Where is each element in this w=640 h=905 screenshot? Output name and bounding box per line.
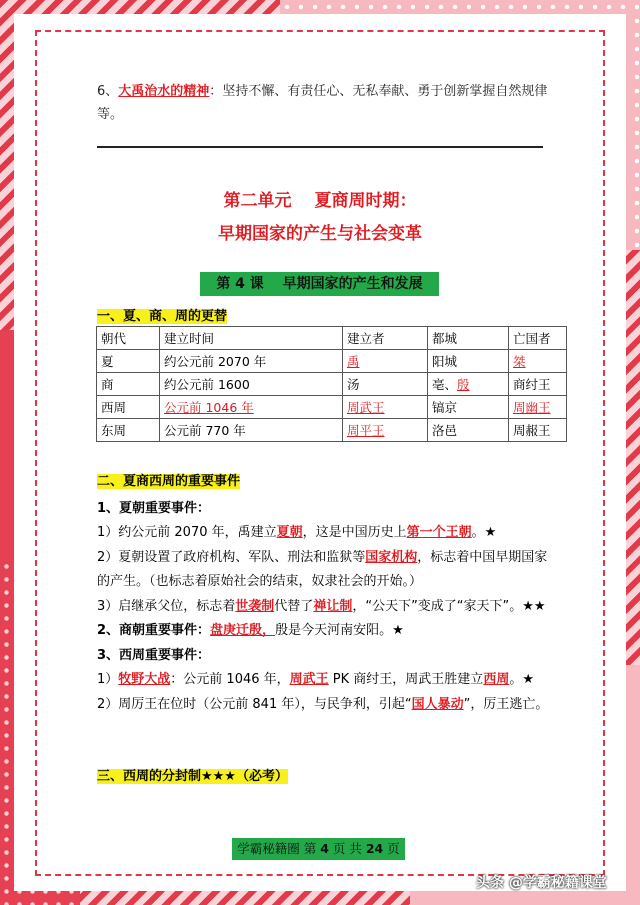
lesson-title: 第 4 课 早期国家的产生和发展 xyxy=(200,272,439,296)
table-cell: 约公元前 2070 年 xyxy=(160,350,343,373)
table-cell: 商 xyxy=(97,373,160,396)
term-muye: 牧野大战 xyxy=(118,672,171,687)
table-cell: 周平王 xyxy=(343,419,428,442)
dashed-frame xyxy=(35,30,605,876)
text: 殷是今天河南安阳。★ xyxy=(275,623,404,638)
section2-title: 二、夏商西周的重要事件 xyxy=(97,474,241,489)
term-hereditary: 世袭制 xyxy=(235,598,275,614)
intro-number: 6、 xyxy=(97,84,119,99)
xia-line-1 xyxy=(97,521,557,546)
intro-term: 大禹治水的精神 xyxy=(118,84,210,99)
term-wuwang: 周武王 xyxy=(289,672,329,687)
intro-colon: ： xyxy=(209,84,223,99)
total-pages: 24 xyxy=(365,841,384,856)
table-header: 亡国者 xyxy=(509,327,567,350)
table-cell: 桀 xyxy=(509,350,567,373)
table-cell: 西周 xyxy=(97,396,160,419)
table-row xyxy=(97,419,567,442)
section3-title: 三、西周的分封制★★★（必考） xyxy=(97,769,288,784)
text: 3）启继承父位，标志着 xyxy=(97,598,236,614)
dynasty-table xyxy=(96,326,567,442)
table-header: 都城 xyxy=(428,327,509,350)
section1-title: 一、夏、商、周的更替 xyxy=(97,309,228,324)
text: 1）约公元前 2070 年，禹建立 xyxy=(97,525,277,540)
intro-text: 坚持不懈、有责任心、无私奉献、勇于创新掌握自然规律等。 xyxy=(97,84,548,122)
text: ，“公天下”变成了“家天下”。★★ xyxy=(352,598,546,614)
section3-heading xyxy=(97,765,288,784)
table-cell: 禹 xyxy=(343,350,428,373)
text: 2）周厉王在位时（公元前 841 年），与民争利，引起“ xyxy=(97,696,412,712)
watermark: 头条 @学霸秘籍课堂 xyxy=(476,875,607,891)
table-cell xyxy=(428,373,509,396)
term-western-zhou: 西周 xyxy=(483,672,510,687)
table-header: 建立时间 xyxy=(160,327,343,350)
table-header: 朝代 xyxy=(97,327,160,350)
unit-title xyxy=(97,185,543,251)
text: ：公元前 1046 年， xyxy=(170,672,290,687)
xia-heading: 1、夏朝重要事件： xyxy=(97,500,211,516)
table-cell: 阳城 xyxy=(428,350,509,373)
intro-paragraph xyxy=(97,80,552,126)
section2-body xyxy=(97,470,557,717)
table-row xyxy=(97,373,567,396)
term-xia: 夏朝 xyxy=(276,525,303,540)
text: ，标志着中国早期国家的产生。（也标志着原始社会的结束，奴隶社会的开始。） xyxy=(97,549,548,589)
divider-line xyxy=(97,146,543,148)
table-cell: 夏 xyxy=(97,350,160,373)
table-header: 建立者 xyxy=(343,327,428,350)
table-cell: 周武王 xyxy=(343,396,428,419)
xia-line-3 xyxy=(97,595,557,620)
text: 。★ xyxy=(471,525,497,540)
capital-bo: 亳、 xyxy=(432,377,458,392)
text: 。★ xyxy=(509,672,534,687)
shang-heading: 2、商朝重要事件： xyxy=(97,623,211,638)
shang-line xyxy=(97,619,557,644)
table-cell: 周幽王 xyxy=(509,396,567,419)
section1-heading xyxy=(97,305,227,324)
text: 1） xyxy=(97,672,119,687)
footer-text: 页 共 xyxy=(328,841,366,856)
table-cell: 汤 xyxy=(343,373,428,396)
term-riot: 国人暴动 xyxy=(411,696,464,712)
text: PK 商纣王，周武王胜建立 xyxy=(328,672,484,687)
table-cell: 公元前 1046 年 xyxy=(160,396,343,419)
xia-line-2 xyxy=(97,546,557,595)
term-abdication: 禅让制 xyxy=(313,598,353,614)
term-pangeng: 盘庚迁殷， xyxy=(210,623,276,638)
page-footer xyxy=(232,838,405,860)
unit-title-line1: 第二单元 夏商周时期： xyxy=(223,191,417,211)
footer-text: 学霸秘籍圈 第 xyxy=(237,841,321,856)
table-cell: 公元前 770 年 xyxy=(160,419,343,442)
table-cell: 商纣王 xyxy=(509,373,567,396)
text: 2）夏朝设置了政府机构、军队、刑法和监狱等 xyxy=(97,549,366,565)
table-cell: 约公元前 1600 xyxy=(160,373,343,396)
text: 代替了 xyxy=(274,598,314,614)
table-row xyxy=(97,350,567,373)
table-cell: 镐京 xyxy=(428,396,509,419)
term-state-organs: 国家机构 xyxy=(365,549,418,565)
table-cell: 东周 xyxy=(97,419,160,442)
zhou-line-2 xyxy=(97,693,557,718)
table-cell: 周赧王 xyxy=(509,419,567,442)
capital-yin: 殷 xyxy=(457,377,470,392)
footer-text: 页 xyxy=(383,841,400,856)
table-row xyxy=(97,396,567,419)
table-header-row xyxy=(97,327,567,350)
unit-title-line2: 早期国家的产生与社会变革 xyxy=(218,224,422,244)
text: ”，厉王逃亡。 xyxy=(463,696,549,712)
text: ，这是中国历史上 xyxy=(302,525,407,540)
term-first-dynasty: 第一个王朝 xyxy=(406,525,472,540)
table-cell: 洛邑 xyxy=(428,419,509,442)
zhou-heading: 3、西周重要事件： xyxy=(97,647,211,663)
page-number: 4 xyxy=(320,841,329,856)
zhou-line-1 xyxy=(97,668,557,693)
